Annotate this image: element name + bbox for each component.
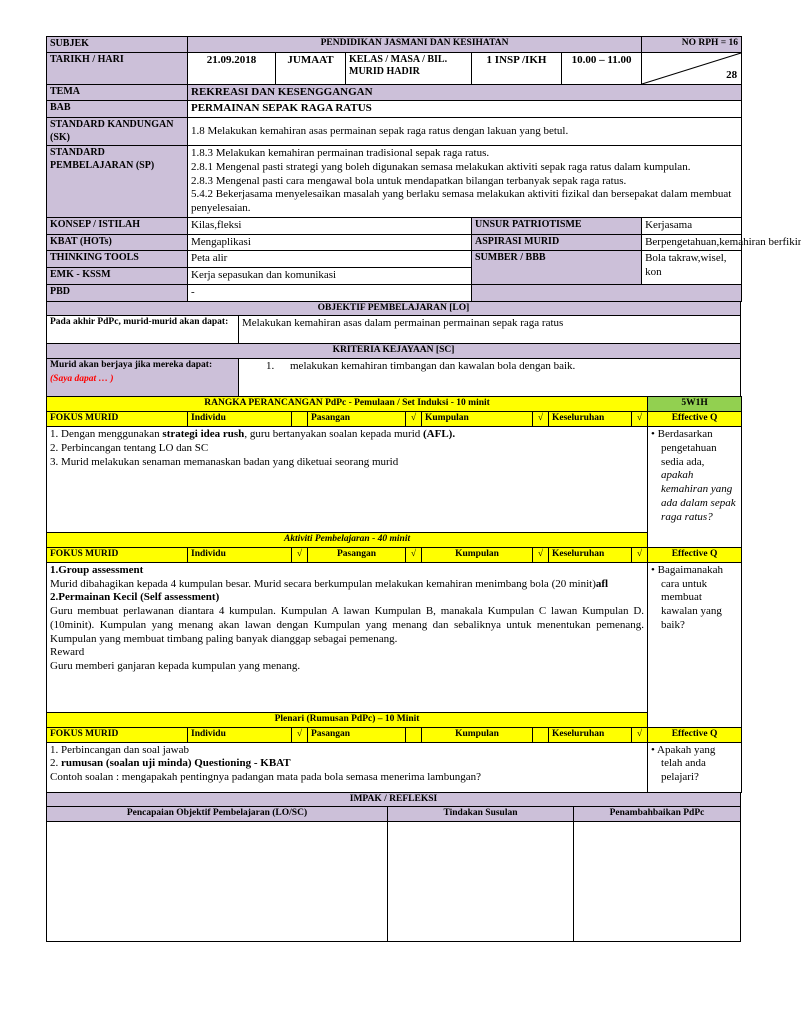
subjek-label: SUBJEK: [47, 37, 188, 53]
kumpulan-check: √: [533, 547, 549, 562]
bab-label: BAB: [47, 101, 188, 118]
permulaan-content: [47, 427, 648, 533]
patriotisme-label: UNSUR PATRIOTISME: [472, 217, 642, 234]
kbat-value: Mengaplikasi: [188, 234, 472, 251]
pasangan-check: [406, 727, 422, 742]
objektif-label: Pada akhir PdPc, murid-murid akan dapat:: [47, 316, 239, 344]
kumpulan-label: Kumpulan: [422, 412, 533, 427]
keseluruhan-label: Keseluruhan: [549, 547, 632, 562]
kumpulan-check: [533, 727, 549, 742]
thinking-value: Peta alir: [188, 251, 472, 268]
pbd-filler: [472, 284, 742, 301]
impak-col-3: Penambahbaikan PdPc: [574, 807, 741, 822]
impak-table: [46, 792, 741, 943]
konsep-value: Kilas,fleksi: [188, 217, 472, 234]
sk-label: STANDARD KANDUNGAN (SK): [47, 118, 188, 146]
emk-value: Kerja sepasukan dan komunikasi: [188, 268, 472, 285]
sp-item: 2.8.3 Mengenal pasti cara mengawal bola untuk mendapatkan bilangan terbanyak sepak raga ratus.: [191, 174, 627, 187]
keseluruhan-check: √: [632, 727, 648, 742]
permulaan-question: [648, 427, 742, 548]
pasangan-check: √: [406, 412, 422, 427]
question-bullet: • Berdasarkan pengetahuan sedia ada, apakah kemahiran yang ada dalam sepak raga ratus?: [651, 428, 736, 523]
individu-label: Individu: [188, 412, 292, 427]
effective-q-label: Effective Q: [648, 727, 742, 742]
kriteria-label: Murid akan berjaya jika mereka dapat:: [50, 360, 213, 371]
tema-label: TEMA: [47, 84, 188, 101]
sp-label: STANDARD PEMBELAJARAN (SP): [47, 146, 188, 218]
bil-murid-value: 28: [726, 68, 738, 81]
kumpulan-check: √: [533, 412, 549, 427]
sumber-label: SUMBER / BBB: [472, 251, 642, 285]
plenari-question: [648, 742, 742, 792]
plenari-content: [47, 742, 648, 792]
kelas-value: 1 INSP /IKH: [472, 52, 562, 84]
hari-value: JUMAAT: [276, 52, 346, 84]
fokus-label: FOKUS MURID: [47, 727, 188, 742]
pasangan-label: Pasangan: [308, 412, 406, 427]
plenari-title: Plenari (Rumusan PdPc) – 10 Minit: [47, 712, 648, 727]
individu-label: Individu: [188, 547, 292, 562]
question-bullet: • Bagaimanakah cara untuk membuat kawalan yang baik?: [651, 563, 724, 631]
kumpulan-label: Kumpulan: [422, 727, 533, 742]
sk-value: 1.8 Melakukan kemahiran asas permainan sepak raga ratus dengan lakuan yang betul.: [188, 118, 742, 146]
kriteria-text-cell: [239, 359, 741, 397]
keseluruhan-check: √: [632, 412, 648, 427]
sp-item: 2.8.1 Mengenal pasti strategi yang boleh digunakan semasa melakukan aktiviti sepak raga ratus dalam kumpulan.: [191, 160, 691, 173]
permulaan-line-2: 2. Perbincangan tentang LO dan SC: [50, 441, 209, 454]
kelas-label: KELAS / MASA / BIL. MURID HADIR: [346, 52, 472, 84]
tarikh-value: 21.09.2018: [188, 52, 276, 84]
aktiviti-para-1: Murid dibahagikan kepada 4 kumpulan besar. Murid secara berkumpulan melakukan kemahiran menimbang bola (20 minit)afl: [50, 577, 609, 590]
question-bullet: • Apakah yang telah anda pelajari?: [651, 743, 716, 783]
sp-list: [188, 146, 742, 218]
keseluruhan-label: Keseluruhan: [549, 412, 632, 427]
objektif-title: OBJEKTIF PEMBELAJARAN [LO]: [47, 301, 741, 316]
objektif-table: [46, 301, 741, 360]
aktiviti-heading-1: 1.Group assessment: [50, 563, 144, 576]
plenari-line-3: Contoh soalan : mengapakah pentingnya padangan mata pada bola semasa menerima lambungan?: [50, 771, 481, 783]
aktiviti-content: [47, 562, 648, 712]
kriteria-label-red: (Saya dapat … ): [50, 374, 114, 385]
individu-check: [292, 412, 308, 427]
pbd-value: -: [188, 284, 472, 301]
kriteria-table: [46, 358, 741, 397]
bil-murid-cell: [642, 52, 742, 84]
pasangan-label: Pasangan: [308, 727, 406, 742]
kbat-label: KBAT (HOTs): [47, 234, 188, 251]
aspirasi-value: Berpengetahuan,kemahiran berfikir: [642, 234, 742, 251]
header-table: [46, 36, 801, 302]
aktiviti-title: Aktiviti Pembelajaran - 40 minit: [47, 533, 648, 548]
tarikh-label: TARIKH / HARI: [47, 52, 188, 84]
lesson-plan: [46, 36, 801, 942]
keseluruhan-label: Keseluruhan: [549, 727, 632, 742]
kriteria-text: melakukan kemahiran timbangan dan kawalan bola dengan baik.: [290, 360, 576, 373]
aktiviti-para-2: Guru membuat perlawanan diantara 4 kumpulan. Kumpulan A lawan Kumpulan B, manakala Kumpulan C lawan Kumpulan D. (10minit). Kumpulan yang menang akan lawan dengan Kumpulan yang menang dan sebaliknya untuk menentukan pemenang. Kumpulan yang membuat timbang paling banyak dianggap sebagai pemenang.: [50, 605, 645, 645]
masa-value: 10.00 – 11.00: [562, 52, 642, 84]
subjek-value: PENDIDIKAN JASMANI DAN KESIHATAN: [188, 37, 642, 53]
aspirasi-label: ASPIRASI MURID: [472, 234, 642, 251]
rangka-table: [46, 396, 742, 792]
impak-cell-1[interactable]: [47, 822, 388, 942]
pasangan-check: √: [406, 547, 422, 562]
emk-label: EMK - KSSM: [47, 268, 188, 285]
pasangan-label: Pasangan: [308, 547, 406, 562]
aktiviti-para-3: Reward: [50, 646, 85, 659]
permulaan-line-3: 3. Murid melakukan senaman memanaskan badan yang diketuai seorang murid: [50, 455, 399, 468]
sp-item: 1.8.3 Melakukan kemahiran permainan tradisional sepak raga ratus.: [191, 147, 490, 159]
aktiviti-para-4: Guru memberi ganjaran kepada kumpulan yang menang.: [50, 660, 301, 672]
plenari-line-1: 1. Perbincangan dan soal jawab: [50, 743, 189, 756]
five-w-header: 5W1H: [648, 397, 742, 412]
norph: NO RPH = 16: [642, 37, 742, 53]
impak-col-1: Pencapaian Objektif Pembelajaran (LO/SC): [47, 807, 388, 822]
patriotisme-value: Kerjasama: [642, 217, 742, 234]
kriteria-num: 1.: [266, 360, 275, 373]
sp-item: 5.4.2 Bekerjasama menyelesaikan masalah yang berlaku semasa melakukan aktiviti fizikal dan bersepakat dalam membuat penyelesaian.: [191, 188, 732, 214]
effective-q-label: Effective Q: [648, 547, 742, 562]
permulaan-line-1: 1. Dengan menggunakan strategi idea rush, guru bertanyakan soalan kepada murid (AFL).: [50, 428, 456, 440]
fokus-label: FOKUS MURID: [47, 412, 188, 427]
bab-value: PERMAINAN SEPAK RAGA RATUS: [188, 101, 742, 118]
aktiviti-heading-2: 2.Permainan Kecil (Self assessment): [50, 591, 220, 604]
konsep-label: KONSEP / ISTILAH: [47, 217, 188, 234]
kriteria-label-cell: [47, 359, 239, 397]
fokus-label: FOKUS MURID: [47, 547, 188, 562]
sumber-value: Bola takraw,wisel, kon: [642, 251, 742, 285]
kriteria-title: KRITERIA KEJAYAAN [SC]: [47, 344, 741, 359]
effective-q-label: Effective Q: [648, 412, 742, 427]
tema-value: REKREASI DAN KESENGGANGAN: [188, 84, 742, 101]
permulaan-title: RANGKA PERANCANGAN PdPc - Pemulaan / Set Induksi - 10 minit: [47, 397, 648, 412]
individu-check: √: [292, 727, 308, 742]
aktiviti-question: [648, 562, 742, 727]
kumpulan-label: Kumpulan: [422, 547, 533, 562]
impak-cell-3[interactable]: [574, 822, 741, 942]
keseluruhan-check: √: [632, 547, 648, 562]
impak-cell-2[interactable]: [388, 822, 574, 942]
plenari-line-2: 2. rumusan (soalan uji minda) Questioning - KBAT: [50, 757, 291, 770]
impak-col-2: Tindakan Susulan: [388, 807, 574, 822]
individu-label: Individu: [188, 727, 292, 742]
objektif-text: Melakukan kemahiran asas dalam permainan permainan sepak raga ratus: [239, 316, 741, 344]
individu-check: √: [292, 547, 308, 562]
impak-title: IMPAK / REFLEKSI: [47, 792, 741, 807]
pbd-label: PBD: [47, 284, 188, 301]
thinking-label: THINKING TOOLS: [47, 251, 188, 268]
